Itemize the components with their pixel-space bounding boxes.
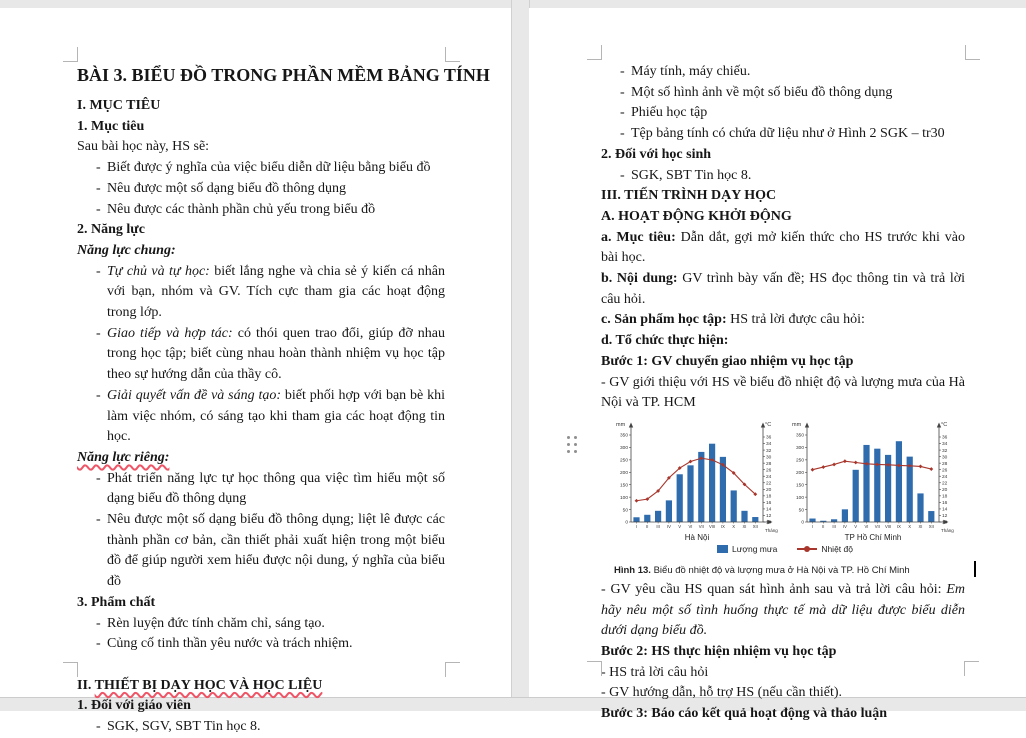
svg-text:VIII: VIII xyxy=(708,524,716,530)
heading[interactable]: III. TIẾN TRÌNH DẠY HỌC xyxy=(601,188,777,204)
svg-text:22: 22 xyxy=(766,481,772,487)
list-item[interactable]: - Phiếu học tập xyxy=(601,103,965,124)
svg-text:12: 12 xyxy=(942,514,948,520)
svg-text:18: 18 xyxy=(942,494,948,500)
heading[interactable]: 1. Mục tiêu xyxy=(77,118,145,134)
svg-text:XII: XII xyxy=(928,524,934,530)
list-dash-marker: - xyxy=(620,167,625,183)
svg-text:VII: VII xyxy=(874,524,880,530)
svg-text:150: 150 xyxy=(619,483,628,489)
climate-chart-hanoi xyxy=(614,419,780,550)
svg-text:30: 30 xyxy=(942,455,948,461)
svg-text:VI: VI xyxy=(864,524,869,530)
svg-text:II: II xyxy=(646,524,649,530)
page-title[interactable]: BÀI 3. BIỂU ĐỒ TRONG PHẦN MỀM BẢNG TÍNH xyxy=(77,65,490,85)
temperature-legend-swatch-icon xyxy=(797,548,817,550)
list-item[interactable]: - Giao tiếp và hợp tác: có thói quen trao đổi, giúp đỡ nhau trong học tập; biết cùng nhau hoàn thành nhiệm vụ học tập theo sự hướng dẫn của thầy cô. xyxy=(96,325,445,383)
svg-text:32: 32 xyxy=(766,448,772,454)
list-item[interactable]: - Biết được ý nghĩa của việc biểu diễn dữ liệu bằng biểu đồ xyxy=(77,158,445,179)
svg-text:30: 30 xyxy=(766,455,772,461)
page-2-text[interactable] xyxy=(601,62,965,725)
heading[interactable]: 2. Năng lực xyxy=(77,222,145,238)
svg-text:36: 36 xyxy=(766,435,772,441)
list-dash-marker: - xyxy=(96,387,101,403)
svg-text:VII: VII xyxy=(698,524,704,530)
svg-text:IX: IX xyxy=(720,524,725,530)
svg-text:mm: mm xyxy=(616,421,626,428)
svg-text:50: 50 xyxy=(798,508,804,514)
list-item[interactable]: - Một số hình ảnh về một số biểu đồ thông dụng xyxy=(601,83,965,104)
svg-text:250: 250 xyxy=(619,458,628,464)
legend-rainfall-label: Lượng mưa xyxy=(732,543,778,554)
list-dash-marker: - xyxy=(96,325,101,341)
svg-text:IV: IV xyxy=(666,524,671,530)
svg-text:50: 50 xyxy=(622,508,628,514)
list-dash-marker: - xyxy=(620,126,625,142)
svg-text:100: 100 xyxy=(795,495,804,501)
figure-image[interactable] xyxy=(614,419,956,577)
legend-item-rainfall xyxy=(717,544,777,554)
svg-text:24: 24 xyxy=(766,474,772,480)
svg-text:32: 32 xyxy=(942,448,948,454)
svg-text:18: 18 xyxy=(766,494,772,500)
list-item[interactable]: - Phát triển năng lực tự học thông qua việc tìm hiểu một số dạng biểu đồ thông dụng xyxy=(96,470,445,507)
climate-charts-row xyxy=(614,419,956,550)
svg-text:°C: °C xyxy=(941,421,948,428)
list-dash-marker: - xyxy=(96,636,101,652)
list-item[interactable]: - Tệp bảng tính có chứa dữ liệu như ở Hình 2 SGK – tr30 xyxy=(601,124,965,145)
figure-caption-text: Biểu đồ nhiệt độ và lượng mưa ở Hà Nội và TP. Hồ Chí Minh xyxy=(650,564,910,576)
svg-text:200: 200 xyxy=(619,470,628,476)
svg-text:0: 0 xyxy=(625,520,628,526)
heading[interactable]: 1. Đối với giáo viên xyxy=(77,698,191,714)
blank-line[interactable] xyxy=(77,655,445,676)
svg-text:300: 300 xyxy=(795,446,804,452)
paragraph[interactable]: - HS trả lời câu hỏi xyxy=(601,664,709,680)
paragraph[interactable]: b. Nội dung: GV trình bày vấn đề; HS đọc thông tin và trả lời câu hỏi. xyxy=(601,271,966,307)
svg-text:III: III xyxy=(832,524,836,530)
svg-text:XI: XI xyxy=(742,524,747,530)
list-dash-marker: - xyxy=(620,84,625,100)
svg-text:V: V xyxy=(678,524,682,530)
svg-text:26: 26 xyxy=(766,468,772,474)
climate-chart-hcm xyxy=(790,419,956,550)
heading[interactable]: 3. Phẩm chất xyxy=(77,594,156,610)
svg-text:IX: IX xyxy=(896,524,901,530)
list-dash-marker: - xyxy=(96,263,101,279)
svg-text:200: 200 xyxy=(795,470,804,476)
list-item[interactable]: - SGK, SBT Tin học 8. xyxy=(601,166,965,187)
svg-text:X: X xyxy=(908,524,912,530)
page-1-text[interactable] xyxy=(77,62,490,738)
heading[interactable]: A. HOẠT ĐỘNG KHỞI ĐỘNG xyxy=(601,208,792,224)
svg-text:II: II xyxy=(822,524,825,530)
list-item[interactable]: - Củng cố tinh thần yêu nước và trách nhiệm. xyxy=(77,634,445,655)
svg-text:300: 300 xyxy=(619,446,628,452)
svg-text:28: 28 xyxy=(942,461,948,467)
list-item[interactable]: - Nêu được một số dạng biểu đồ thông dụng xyxy=(77,179,445,200)
paragraph[interactable]: c. Sản phẩm học tập: HS trả lời được câu hỏi: xyxy=(601,312,865,328)
document-page-2[interactable] xyxy=(529,8,1026,722)
svg-text:Hà Nội: Hà Nội xyxy=(684,532,710,542)
paragraph[interactable]: - GV yêu cầu HS quan sát hình ảnh sau và trả lời câu hỏi: Em hãy nêu một số tình huống thực tế mà dữ liệu được biểu diễn dưới dạng biểu đồ. xyxy=(601,581,965,639)
list-dash-marker: - xyxy=(96,512,101,528)
svg-text:I: I xyxy=(811,524,814,530)
paragraph[interactable]: Bước 1: GV chuyển giao nhiệm vụ học tập xyxy=(601,353,854,369)
svg-text:XII: XII xyxy=(752,524,758,530)
list-dash-marker: - xyxy=(96,719,101,735)
list-dash-marker: - xyxy=(96,160,101,176)
list-item[interactable]: - Nêu được các thành phần chủ yếu trong biểu đồ xyxy=(77,200,445,221)
svg-text:III: III xyxy=(656,524,660,530)
svg-text:I: I xyxy=(635,524,638,530)
svg-text:20: 20 xyxy=(766,487,772,493)
heading[interactable]: 2. Đối với học sinh xyxy=(601,146,712,162)
drag-handle-icon[interactable] xyxy=(567,436,577,453)
paragraph[interactable]: - GV hướng dẫn, hỗ trợ HS (nếu cần thiết). xyxy=(601,685,843,701)
svg-text:350: 350 xyxy=(619,433,628,439)
svg-text:°C: °C xyxy=(765,421,772,428)
svg-text:26: 26 xyxy=(942,468,948,474)
svg-text:20: 20 xyxy=(942,487,948,493)
svg-text:10: 10 xyxy=(942,520,948,526)
page-gap xyxy=(511,0,530,710)
svg-text:0: 0 xyxy=(801,520,804,526)
rainfall-legend-swatch-icon xyxy=(717,545,728,553)
svg-text:24: 24 xyxy=(942,474,948,480)
text-caret xyxy=(974,561,976,577)
page-2-text-before-figure[interactable] xyxy=(601,62,965,414)
svg-text:VI: VI xyxy=(688,524,693,530)
heading[interactable]: II. THIẾT BỊ DẠY HỌC VÀ HỌC LIỆU xyxy=(77,677,323,693)
svg-text:Tháng: Tháng xyxy=(765,527,778,533)
list-dash-marker: - xyxy=(96,201,101,217)
svg-text:mm: mm xyxy=(792,421,802,428)
svg-text:16: 16 xyxy=(766,501,772,507)
svg-text:36: 36 xyxy=(942,435,948,441)
svg-text:X: X xyxy=(732,524,736,530)
svg-text:34: 34 xyxy=(942,442,948,448)
legend-item-temperature xyxy=(797,544,853,554)
list-dash-marker: - xyxy=(96,470,101,486)
list-item[interactable]: - Tự chủ và tự học: biết lắng nghe và chia sẻ ý kiến cá nhân với bạn, nhóm và GV. Tích cực tham gia các hoạt động trong lớp. xyxy=(96,263,445,321)
svg-text:14: 14 xyxy=(766,507,772,513)
svg-text:350: 350 xyxy=(795,433,804,439)
figure-caption-number: Hình 13. xyxy=(614,564,651,576)
paragraph[interactable]: Năng lực riêng: xyxy=(77,449,170,465)
paragraph[interactable]: Năng lực chung: xyxy=(77,242,176,258)
paragraph[interactable]: Bước 3: Báo cáo kết quả hoạt động và thảo luận xyxy=(601,706,888,722)
svg-text:V: V xyxy=(854,524,858,530)
svg-text:100: 100 xyxy=(619,495,628,501)
list-item[interactable]: - Máy tính, máy chiếu. xyxy=(601,62,965,83)
svg-text:XI: XI xyxy=(918,524,923,530)
paragraph[interactable]: Sau bài học này, HS sẽ: xyxy=(77,139,210,155)
svg-text:22: 22 xyxy=(942,481,948,487)
figure-caption xyxy=(614,561,956,577)
document-page-1[interactable] xyxy=(0,8,511,735)
svg-text:12: 12 xyxy=(766,514,772,520)
svg-text:250: 250 xyxy=(795,458,804,464)
heading[interactable]: I. MỤC TIÊU xyxy=(77,98,161,113)
list-dash-marker: - xyxy=(620,105,625,121)
svg-text:Tháng: Tháng xyxy=(941,527,954,533)
paragraph[interactable]: a. Mục tiêu: Dẫn dắt, gợi mở kiến thức cho HS trước khi vào bài học. xyxy=(601,229,965,266)
svg-text:VIII: VIII xyxy=(884,524,892,530)
paragraph[interactable]: - GV giới thiệu với HS về biểu đồ nhiệt độ và lượng mưa của Hà Nội và TP. HCM xyxy=(601,374,965,411)
list-dash-marker: - xyxy=(620,64,625,79)
svg-text:28: 28 xyxy=(766,461,772,467)
svg-text:16: 16 xyxy=(942,501,948,507)
paragraph[interactable]: d. Tổ chức thực hiện: xyxy=(601,333,729,349)
svg-text:34: 34 xyxy=(766,442,772,448)
page-2-text-after-figure[interactable] xyxy=(601,580,965,725)
list-item[interactable]: - Rèn luyện đức tính chăm chỉ, sáng tạo. xyxy=(77,614,445,635)
svg-text:IV: IV xyxy=(842,524,847,530)
list-dash-marker: - xyxy=(96,180,101,196)
svg-text:10: 10 xyxy=(766,520,772,526)
legend-temperature-label: Nhiệt độ xyxy=(821,543,853,554)
svg-text:14: 14 xyxy=(942,507,948,513)
paragraph[interactable]: Bước 2: HS thực hiện nhiệm vụ học tập xyxy=(601,644,837,660)
svg-text:150: 150 xyxy=(795,483,804,489)
list-dash-marker: - xyxy=(96,615,101,631)
list-item[interactable]: - Giải quyết vấn đề và sáng tạo: biết phối hợp với bạn bè khi làm việc nhóm, có sáng tạo khi tham gia các hoạt động tin học. xyxy=(96,387,445,445)
list-item[interactable]: - Nêu được một số dạng biểu đồ thông dụng; liệt lê được các thành phần cơ bản, cần thiết phải xuất hiện trong một biểu đồ để giúp người xem hiểu được nội dung, ý nghĩa của biểu đồ xyxy=(96,512,445,590)
list-item[interactable]: - SGK, SGV, SBT Tin học 8. xyxy=(77,717,445,738)
svg-text:TP Hồ Chí Minh: TP Hồ Chí Minh xyxy=(844,532,902,542)
